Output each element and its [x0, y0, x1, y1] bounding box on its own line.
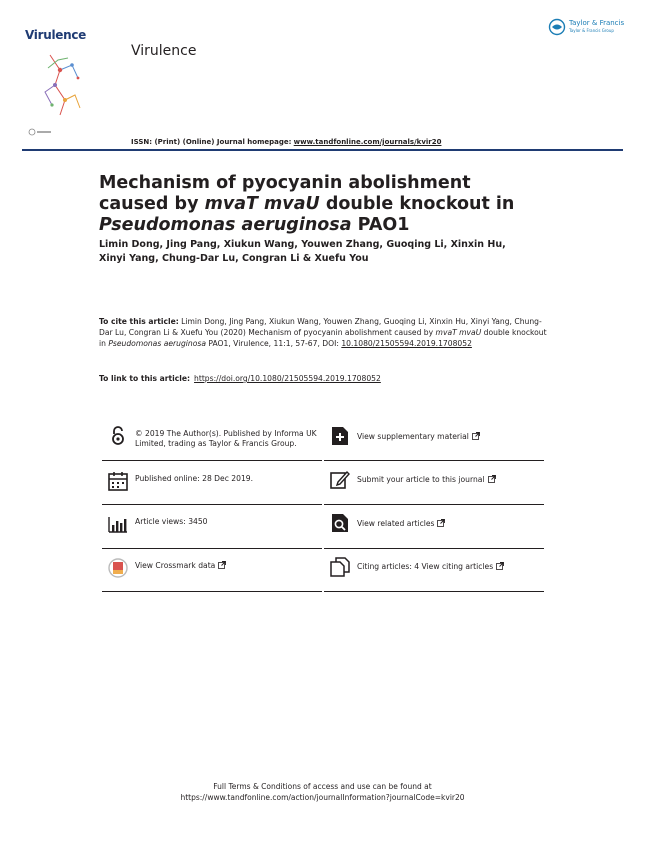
- info-divider: [102, 591, 322, 592]
- edit-pencil-icon: [329, 468, 351, 490]
- taylor-francis-logo[interactable]: [548, 16, 628, 40]
- header-divider: [22, 149, 623, 151]
- license-text: © 2019 The Author(s). Published by Informa UK Limited, trading as Taylor & Francis Group.: [135, 429, 317, 448]
- authors-line: Xinyi Yang, Chung-Dar Lu, Congran Li & Xuefu You: [99, 253, 369, 264]
- info-divider: [102, 548, 322, 549]
- journal-homepage-link[interactable]: www.tandfonline.com/journals/kvir20: [293, 138, 442, 146]
- cover-illustration-icon: [40, 50, 85, 120]
- crossmark-link[interactable]: View Crossmark data: [135, 561, 320, 571]
- taylor-francis-globe-icon: [548, 18, 566, 36]
- external-link-icon: [218, 561, 226, 569]
- journal-name: Virulence: [131, 43, 197, 59]
- external-link-icon: [496, 562, 504, 570]
- open-access-lock-icon: [107, 425, 129, 447]
- external-link-icon: [472, 432, 480, 440]
- terms-url-link[interactable]: https://www.tandfonline.com/action/journalInformation?journalCode=kvir20: [180, 792, 465, 802]
- authors-line: Limin Dong, Jing Pang, Xiukun Wang, Youwen Zhang, Guoqing Li, Xinxin Hu,: [99, 239, 506, 250]
- issn-label: ISSN: (Print) (Online) Journal homepage:: [131, 138, 292, 146]
- info-divider: [102, 504, 322, 505]
- article-views: Article views: 3450: [135, 517, 208, 526]
- info-divider: [324, 460, 544, 461]
- citing-articles-link[interactable]: Citing articles: 4 View citing articles: [357, 562, 542, 572]
- bar-chart-icon: [107, 513, 129, 535]
- documents-stack-icon: [329, 556, 351, 578]
- publisher-name: Taylor & Francis: [569, 19, 625, 27]
- calendar-icon: [107, 470, 129, 492]
- document-search-icon: [329, 512, 351, 534]
- link-label: To link to this article:: [99, 374, 191, 383]
- external-link-icon: [488, 475, 496, 483]
- publisher-group: Taylor & Francis Group: [569, 28, 614, 33]
- citation-doi-link[interactable]: 10.1080/21505594.2019.1708052: [341, 339, 472, 348]
- info-divider: [324, 504, 544, 505]
- external-link-icon: [437, 519, 445, 527]
- cover-publisher-logo-icon: [28, 128, 52, 136]
- info-divider: [102, 460, 322, 461]
- crossmark-icon: [107, 557, 129, 579]
- submit-article-link[interactable]: Submit your article to this journal: [357, 475, 542, 485]
- issn-line: [131, 138, 441, 146]
- terms-footer: [120, 782, 525, 803]
- article-title: Mechanism of pyocyanin abolishment caused by mvaT mvaU double knockout in Pseudomonas aeruginosa PAO1: [99, 173, 515, 235]
- article-doi-link[interactable]: https://doi.org/10.1080/21505594.2019.1708052: [194, 374, 381, 383]
- citation-label: To cite this article:: [99, 317, 179, 326]
- terms-line: Full Terms & Conditions of access and use can be found at: [213, 782, 432, 791]
- cover-journal-title: Virulence: [25, 28, 86, 42]
- info-divider: [324, 548, 544, 549]
- document-plus-icon: [329, 425, 351, 447]
- published-date: Published online: 28 Dec 2019.: [135, 474, 254, 483]
- related-articles-link[interactable]: View related articles: [357, 519, 542, 529]
- article-authors: [99, 238, 549, 266]
- info-divider: [324, 591, 544, 592]
- citation-block: To cite this article: Limin Dong, Jing Pang, Xiukun Wang, Youwen Zhang, Guoqing Li, Xinxin Hu, Xinyi Yang, Chung-Dar Lu, Congran Li & Xuefu You (2020) Mechanism of pyocyanin abolishment caused by mvaT mvaU double knockout in Pseudomonas aeruginosa PAO1, Virulence, 11:1, 57-67, DOI: 10.1080/21505594.2019.1708052: [99, 317, 547, 348]
- article-link-line: [99, 374, 381, 383]
- supplementary-link[interactable]: View supplementary material: [357, 432, 542, 442]
